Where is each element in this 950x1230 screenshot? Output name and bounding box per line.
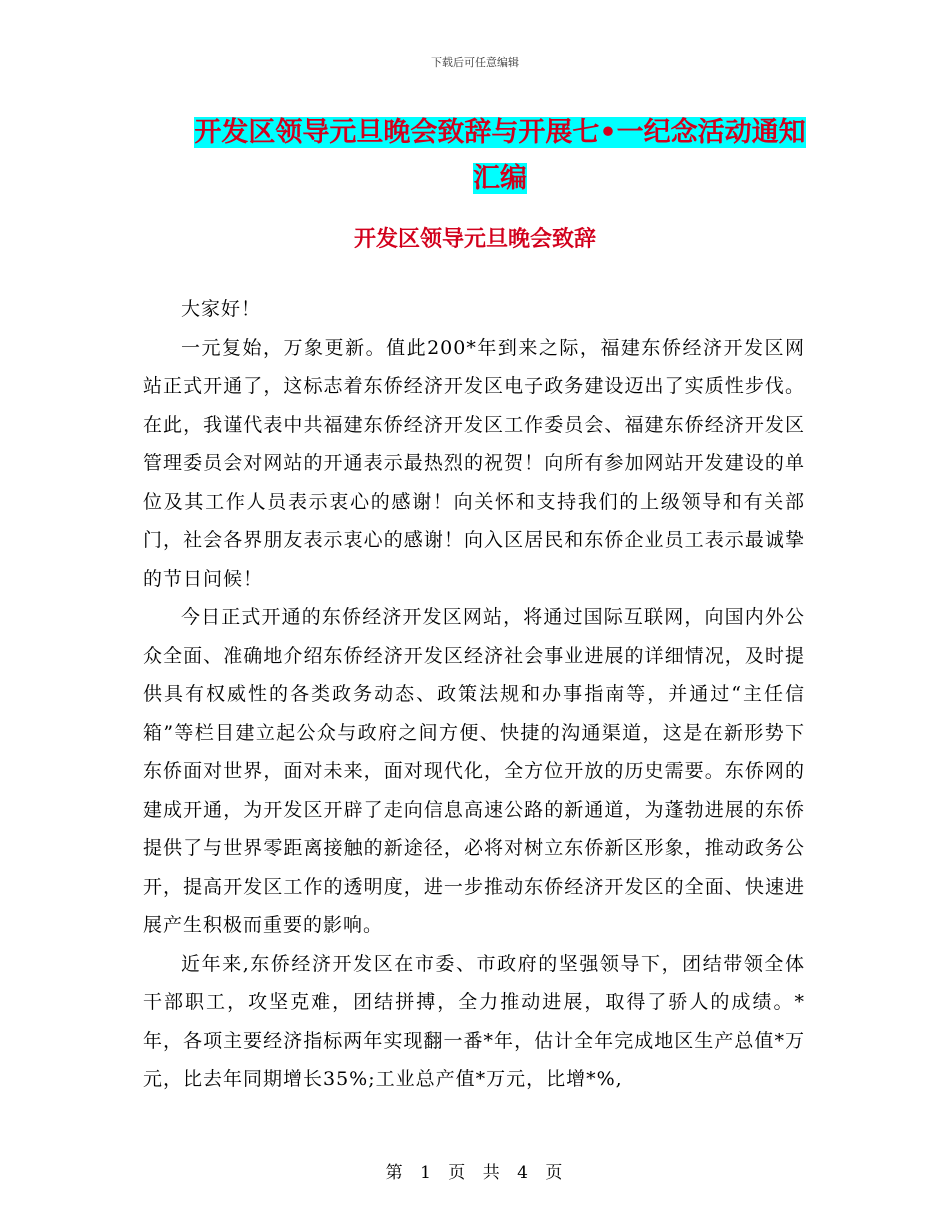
paragraph: 一元复始，万象更新。值此200*年到来之际，福建东侨经济开发区网站正式开通了，这标志着东侨经济开发区电子政务建设迈出了实质性步伐。在此，我谨代表中共福建东侨经济开发区工作委员会、福建东侨经济开发区管理委员会对网站的开通表示最热烈的祝贺！向所有参加网站开发建设的单位及其工作人员表示衷心的感谢！向关怀和支持我们的上级领导和有关部门，社会各界朋友表示衷心的感谢！向入区居民和东侨企业员工表示最诚挚的节日问候！ [143, 336, 805, 590]
document-title [190, 110, 810, 202]
paragraph: 近年来,东侨经济开发区在市委、市政府的坚强领导下，团结带领全体干部职工，攻坚克难，团结拼搏，全力推动进展，取得了骄人的成绩。*年，各项主要经济指标两年实现翻一番*年，估计全年完成地区生产总值*万元，比去年同期增长35%;工业总产值*万元，比增*%, [143, 952, 805, 1090]
paragraph-greeting: 大家好！ [181, 298, 262, 320]
document-title-line-1: 开发区领导元旦晚会致辞与开展七•一纪念活动通知 [194, 117, 806, 148]
total-unit: 页 [545, 1163, 565, 1183]
paragraph: 今日正式开通的东侨经济开发区网站，将通过国际互联网，向国内外公众全面、准确地介绍东侨经济开发区经济社会事业进展的详细情况，及时提供具有权威性的各类政务动态、政策法规和办事指南等，并通过“主任信箱”等栏目建立起公众与政府之间方便、快捷的沟通渠道，这是在新形势下东侨面对世界，面对未来，面对现代化，全方位开放的历史需要。东侨网的建成开通，为开发区开辟了走向信息高速公路的新通道，为蓬勃进展的东侨提供了与世界零距离接触的新途径，必将对树立东侨新区形象，推动政务公开，提高开发区工作的透明度，进一步推动东侨经济开发区的全面、快速进展产生积极而重要的影响。 [143, 606, 805, 936]
section-title: 开发区领导元旦晚会致辞 [353, 227, 596, 252]
page-label: 第 [385, 1163, 405, 1183]
page-unit: 页 [448, 1163, 468, 1183]
document-title-line-2: 汇编 [473, 163, 527, 194]
page-number: 1 [420, 1163, 433, 1183]
page-footer [0, 1158, 950, 1183]
total-label: 共 [482, 1163, 502, 1183]
total-pages: 4 [517, 1163, 530, 1183]
document-body [143, 290, 805, 1099]
header-note: 下载后可任意编辑 [431, 56, 519, 69]
